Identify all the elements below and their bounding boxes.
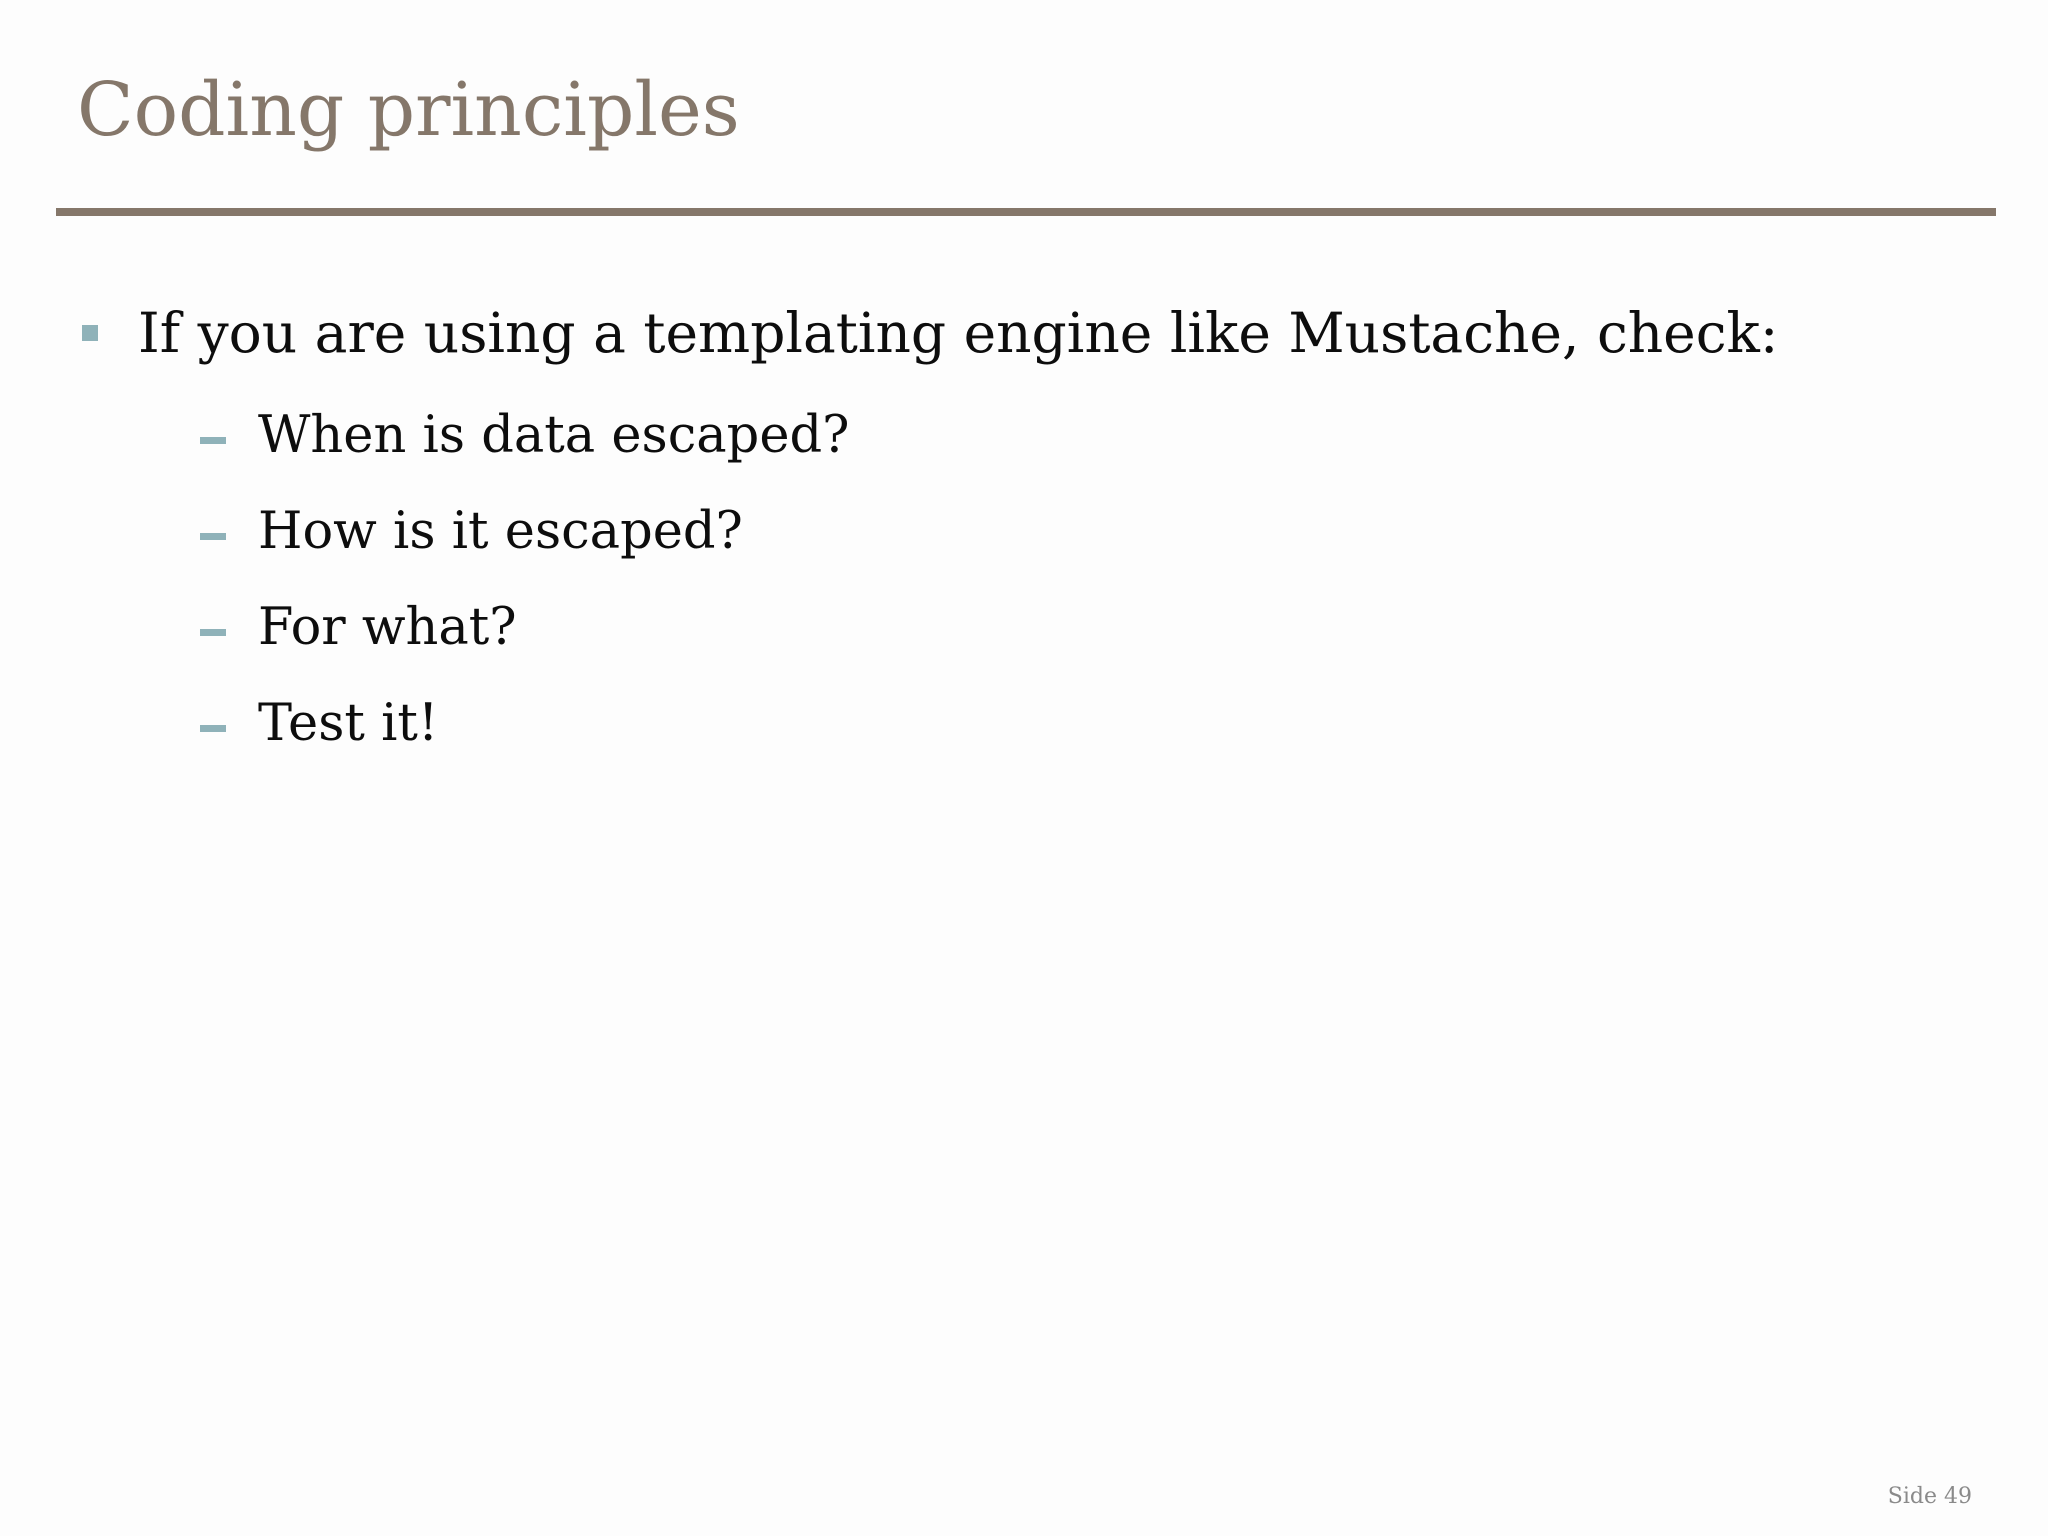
dash-bullet-icon	[200, 437, 226, 444]
square-bullet-icon	[82, 325, 98, 341]
dash-bullet-icon	[200, 629, 226, 636]
sub-bullet-text: Test it!	[258, 694, 439, 753]
sub-bullet-text: When is data escaped?	[258, 406, 850, 465]
slide-title: Coding principles	[77, 67, 740, 153]
sub-bullet-text: How is it escaped?	[258, 502, 743, 561]
dash-bullet-icon	[200, 725, 226, 732]
bullet-text: If you are using a templating engine like Mustache, check:	[138, 301, 1779, 365]
sub-bullet-text: For what?	[258, 598, 517, 657]
slide-number: Side 49	[1887, 1484, 1972, 1509]
dash-bullet-icon	[200, 533, 226, 540]
